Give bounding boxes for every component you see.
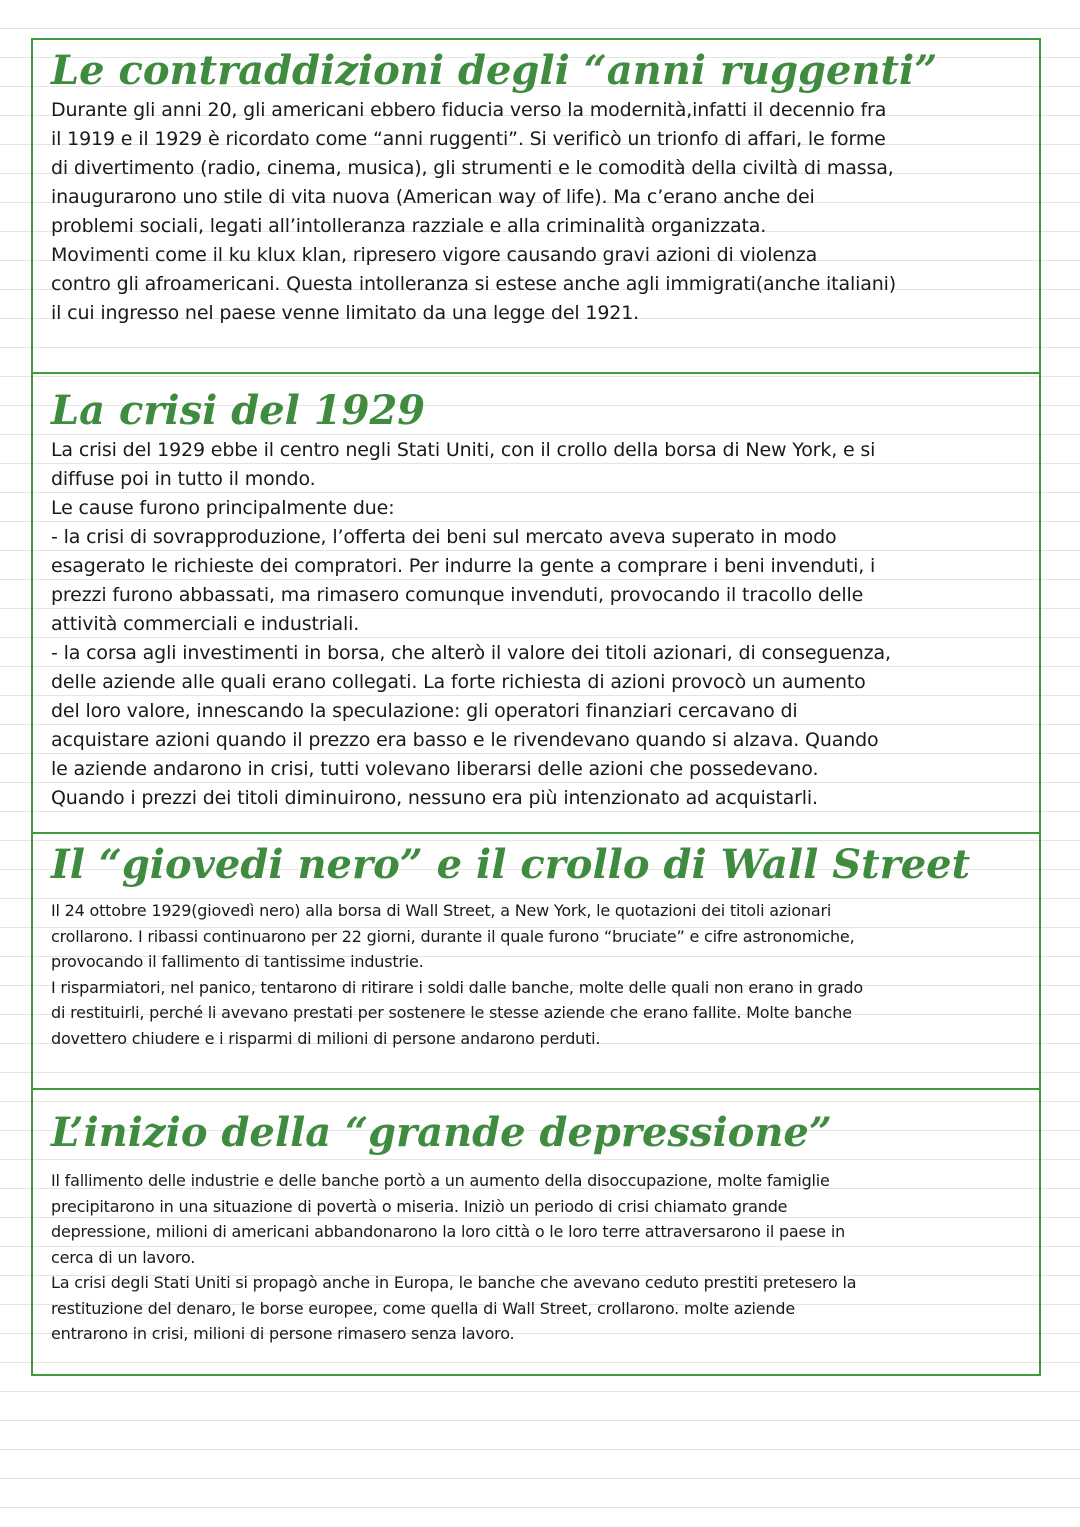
section-grande-depressione [31, 1088, 1041, 1376]
section-title: Il “giovedi nero” e il crollo di Wall Street [51, 841, 971, 888]
section-paragraph: Durante gli anni 20, gli americani ebbero fiducia verso la modernità,infatti il decennio fra il 1919 e il 1929 è ricordato come “anni ruggenti”. Si verificò un trionfo di affari, le forme di divertimento (radio, cinema, musica), gli strumenti e le comodità della civiltà di massa, inaugurarono uno stile di vita nuova (American way of life). Ma c’erano anche dei problemi sociali, legati all’intolleranza razziale e alla criminalità organizzata. Movimenti come il ku klux klan, ripresero vigore causando gravi azioni di violenza contro gli afroamericani. Questa intolleranza si estese anche agli immigrati(anche italiani) il cui ingresso nel paese venne limitato da una legge del 1921. [51, 99, 896, 324]
section-title: L’inizio della “grande depressione” [51, 1109, 832, 1156]
section-paragraph: La crisi del 1929 ebbe il centro negli Stati Uniti, con il crollo della borsa di New York, e si diffuse poi in tutto il mondo. Le cause furono principalmente due: - la crisi di sovrapproduzione, l’offerta dei beni sul mercato aveva superato in modo esagerato le richieste dei compratori. Per indurre la gente a comprare i beni invenduti, i prezzi furono abbassati, ma rimasero comunque invenduti, provocando il tracollo delle attività commerciali e industriali. - la corsa agli investimenti in borsa, che alterò il valore dei titoli azionari, di conseguenza, delle aziende alle quali erano collegati. La forte richiesta di azioni provocò un aumento del loro valore, innescando la speculazione: gli operatori finanziari cercavano di acquistare azioni quando il prezzo era basso e le rivendevano quando si alzava. Quando le aziende andarono in crisi, tutti volevano liberarsi delle azioni che possedevano. Quando i prezzi dei titoli diminuirono, nessuno era più intenzionato ad acquistarli. [51, 439, 891, 809]
section-paragraph: Il 24 ottobre 1929(giovedì nero) alla borsa di Wall Street, a New York, le quotazioni dei titoli azionari crollarono. I ribassi continuarono per 22 giorni, durante il quale furono “bruciate” e cifre astronomiche, provocando il fallimento di tantissime industrie. I risparmiatori, nel panico, tentarono di ritirare i soldi dalle banche, molte delle quali non erano in grado di restituirli, perché li avevano prestati per sostenere le stesse aziende che erano fallite. Molte banche dovettero chiudere e i risparmi di milioni di persone andarono perduti. [51, 901, 863, 1048]
section-title: La crisi del 1929 [51, 387, 426, 434]
section-anni-ruggenti [31, 38, 1041, 374]
notes-page [31, 38, 1041, 1376]
section-giovedi-nero [31, 832, 1041, 1090]
section-title: Le contraddizioni degli “anni ruggenti” [51, 47, 938, 94]
section-crisi-1929 [31, 372, 1041, 834]
section-paragraph: Il fallimento delle industrie e delle banche portò a un aumento della disoccupazione, molte famiglie precipitarono in una situazione di povertà o miseria. Iniziò un periodo di crisi chiamato grande depressione, milioni di americani abbandonarono la loro città o le loro terre attraversarono il paese in cerca di un lavoro. La crisi degli Stati Uniti si propagò anche in Europa, le banche che avevano ceduto prestiti pretesero la restituzione del denaro, le borse europee, come quella di Wall Street, crollarono. molte aziende entrarono in crisi, milioni di persone rimasero senza lavoro. [51, 1171, 857, 1343]
